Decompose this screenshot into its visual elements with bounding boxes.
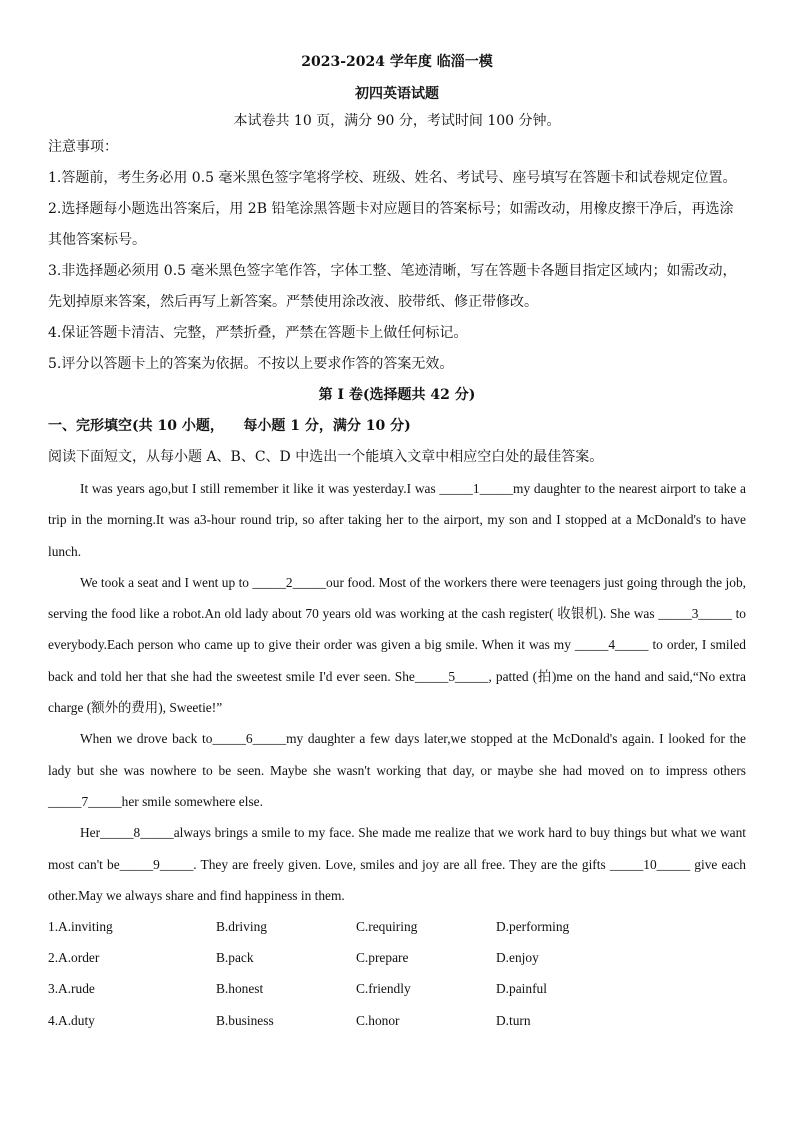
passage-paragraph: It was years ago,but I still remember it like it was yesterday.I was _____1_____my daughter to the nearest airport to take a trip in the morning.It was a3-hour round trip, so after taking her to the airport, my son and I stopped at a McDonald's to have lunch. — [48, 481, 746, 559]
passage-paragraph: When we drove back to_____6_____my daughter a few days later,we stopped at the McDonald's again. I looked for the lady but she was nowhere to be seen. Maybe she wasn't working that day, or maybe she had moved on to impress others _____7_____her smile somewhere else. — [48, 731, 746, 809]
notes-heading: 注意事项： — [48, 139, 118, 155]
note-item: 4.保证答题卡清洁、完整，严禁折叠，严禁在答题卡上做任何标记。 — [48, 325, 468, 341]
exam-title: 2023-2024 学年度 临淄一模 — [301, 54, 493, 70]
option: D.performing — [496, 918, 570, 934]
option: C.prepare — [356, 950, 409, 966]
option: C.honor — [356, 1012, 400, 1028]
option: B.business — [216, 1012, 274, 1028]
option: 4.A.duty — [48, 1012, 95, 1028]
exam-info: 本试卷共 10 页，满分 90 分，考试时间 100 分钟。 — [233, 113, 561, 129]
option: C.friendly — [356, 981, 411, 997]
option: B.pack — [216, 950, 254, 966]
option-row — [48, 974, 746, 1005]
passage-paragraph: We took a seat and I went up to _____2_____our food. Most of the workers there were teenagers just going through the job, serving the food like a robot.An old lady about 70 years old was working at the cash register( 收银机). She was _____3_____ to everybody.Each person who came up to give their order was given a big smile. When it was my _____4_____ to order, I smiled back and told her that she had the sweetest smile I'd ever seen. She_____5_____, patted (拍)me on the hand and said,“No extra charge (额外的费用), Sweetie!” — [48, 574, 746, 716]
section-title: 一、完形填空(共 10 小题， 每小题 1 分，满分 10 分) — [48, 418, 411, 434]
option: B.honest — [216, 981, 264, 997]
option: D.turn — [496, 1012, 531, 1028]
part-heading: 第 I 卷(选择题共 42 分) — [318, 387, 476, 403]
option: 1.A.inviting — [48, 918, 113, 934]
option-row — [48, 911, 746, 942]
option-row — [48, 942, 746, 973]
passage-paragraph: Her_____8_____always brings a smile to my face. She made me realize that we work hard to buy things but what we want most can't be_____9_____. They are freely given. Love, smiles and joy are all free. They are the gifts _____10_____ give each other.May we always share and find happiness in them. — [48, 825, 746, 903]
option: 2.A.order — [48, 950, 100, 966]
option: 3.A.rude — [48, 981, 95, 997]
note-item: 1.答题前，考生务必用 0.5 毫米黑色签字笔将学校、班级、姓名、考试号、座号填写在答题卡和试卷规定位置。 — [48, 170, 737, 186]
section-instruction: 阅读下面短文，从每小题 A、B、C、D 中选出一个能填入文章中相应空白处的最佳答案。 — [48, 449, 604, 465]
exam-subtitle: 初四英语试题 — [355, 86, 439, 102]
exam-page — [48, 52, 746, 1036]
note-item: 5.评分以答题卡上的答案为依据。不按以上要求作答的答案无效。 — [48, 356, 454, 372]
option: B.driving — [216, 918, 267, 934]
note-item: 3.非选择题必须用 0.5 毫米黑色签字笔作答，字体工整、笔迹清晰，写在答题卡各题目指定区域内；如需改动，先划掉原来答案，然后再写上新答案。严禁使用涂改液、胶带纸、修正带修改。 — [48, 263, 737, 310]
option: D.painful — [496, 981, 547, 997]
option: C.requiring — [356, 918, 418, 934]
option-row — [48, 1005, 746, 1036]
options-list — [48, 911, 746, 1036]
note-item: 2.选择题每小题选出答案后，用 2B 铅笔涂黑答题卡对应题目的答案标号；如需改动，用橡皮擦干净后，再选涂其他答案标号。 — [48, 201, 734, 248]
option: D.enjoy — [496, 950, 539, 966]
